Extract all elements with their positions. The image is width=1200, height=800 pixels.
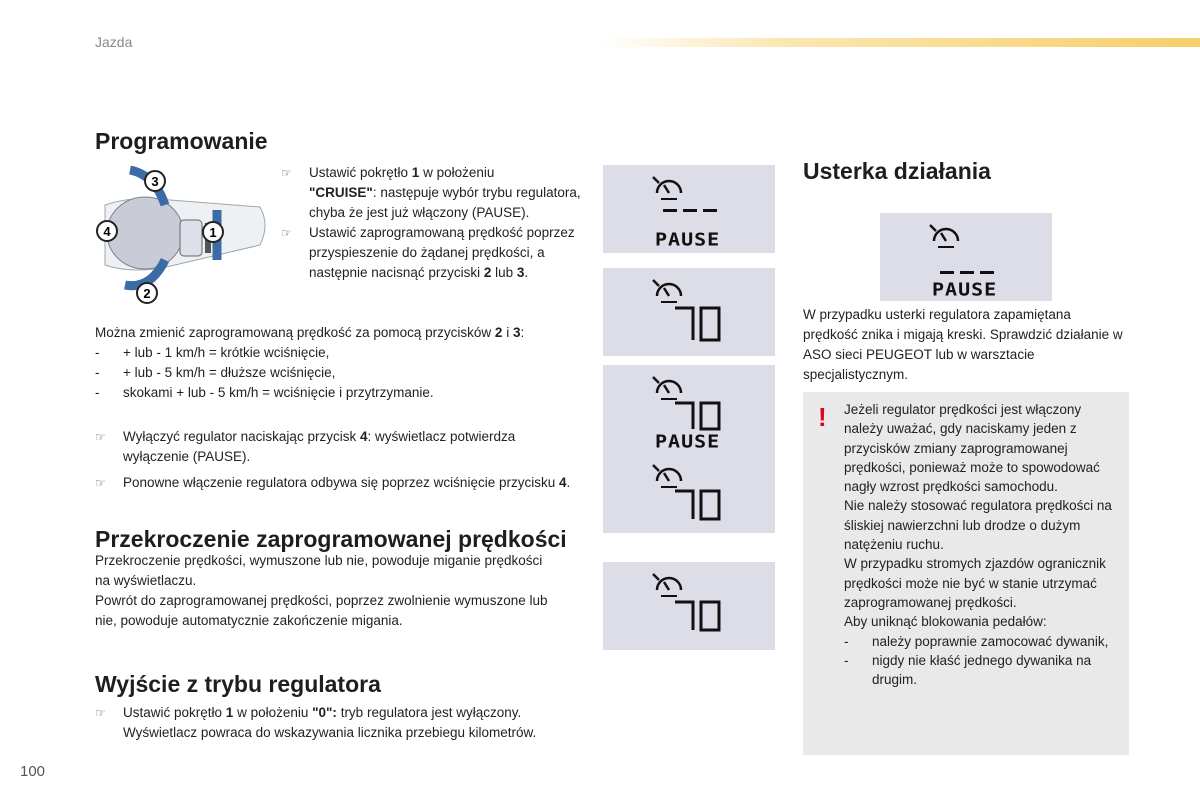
display-speed-restored — [603, 562, 775, 650]
fault-heading: Usterka działania — [803, 158, 991, 184]
display-speed — [603, 268, 775, 356]
programming-off-on: ☞ Wyłączyć regulator naciskając przycisk 4: wyświetlacz potwierdza wyłączenie (PAUSE). ☞ Ponowne włączenie regulatora odbywa się poprzez wciśnięcie przycisku 4. — [95, 427, 585, 493]
programming-change: Można zmienić zaprogramowaną prędkość za pomocą przycisków 2 i 3: - + lub - 1 km/h = krótkie wciśnięcie, - + lub - 5 km/h = dłuższe wciśnięcie, - skokami + lub - 5 km/h = wciśnięcie i przytrzymanie. — [95, 325, 525, 400]
display-pause-label: PAUSE — [655, 228, 721, 250]
pointer-icon: ☞ — [95, 706, 106, 720]
fault-text: W przypadku usterki regulatora zapamiętana prędkość znika i migają kreski. Sprawdzić działanie w ASO sieci PEUGEOT lub w warsztacie specjalistycznym. — [803, 307, 1123, 382]
cruise-speedometer-icon — [928, 223, 962, 251]
display-fault — [880, 213, 1052, 301]
display-pause-label: PAUSE — [932, 278, 998, 300]
overspeed-text: Przekroczenie prędkości, wymuszone lub nie, powoduje miganie prędkości na wyświetlaczu. Powrót do zaprogramowanej prędkości, poprzez zwolnienie wymuszone lub nie, powoduje automatycznie zakończenie migania. — [95, 553, 548, 628]
speed-digits — [673, 600, 723, 632]
display-pause — [603, 165, 775, 253]
page-number: 100 — [20, 763, 46, 780]
list-item: nigdy nie kłaść jednego dywanika na drugim. — [872, 652, 1092, 688]
display-pause-label: PAUSE — [655, 430, 721, 452]
cruise-speedometer-icon — [651, 463, 685, 491]
pointer-icon: ☞ — [95, 476, 106, 490]
programming-steps: ☞ Ustawić pokrętło 1 w położeniu "CRUISE": następuje wybór trybu regulatora, chyba że jest już włączony (PAUSE). ☞ Ustawić zaprogramowaną prędkość poprzez przyspieszenie do żądanej prędkości, a następnie nacisnąć przyciski 2 lub 3. — [281, 165, 581, 280]
warning-box — [803, 392, 1129, 755]
callout-2: 2 — [143, 286, 151, 301]
cruise-control-stalk-illustration — [95, 165, 270, 307]
cruise-speedometer-icon — [651, 572, 685, 600]
callout-3: 3 — [151, 174, 159, 189]
callout-1: 1 — [209, 225, 217, 240]
pointer-icon: ☞ — [281, 166, 292, 180]
exit-heading: Wyjście z trybu regulatora — [95, 671, 381, 697]
warning-mark: ! — [818, 402, 827, 432]
list-item: należy poprawnie zamocować dywanik, — [872, 633, 1109, 649]
programming-heading: Programowanie — [95, 128, 268, 154]
speed-digits — [673, 401, 723, 431]
header-accent-bar — [600, 38, 1200, 47]
list-item: + lub - 5 km/h = dłuższe wciśnięcie, — [123, 365, 336, 380]
pointer-icon: ☞ — [95, 430, 106, 444]
speed-digits — [673, 489, 723, 521]
dash-segments — [663, 209, 717, 215]
overspeed-heading: Przekroczenie zaprogramowanej prędkości — [95, 526, 567, 552]
dash-segments — [940, 271, 994, 277]
callout-4: 4 — [103, 224, 111, 239]
exit-text: ☞ Ustawić pokrętło 1 w położeniu "0": tryb regulatora jest wyłączony. Wyświetlacz powraca do wskazywania licznika przebiegu kilometrów. — [95, 705, 537, 740]
warning-text: Jeżeli regulator prędkości jest włączony należy uważać, gdy naciskamy jeden z przycisków zmiany zaprogramowanej prędkości, ponieważ może to spowodować nagły wzrost prędkości samochodu. Nie należy stosować regulatora prędkości na śliskiej nawierzchni lub drodze o dużym natężeniu ruchu. W przypadku stromych zjazdów ogranicznik prędkości może nie być w stanie utrzymać zaprogramowanej prędkości. Aby uniknąć blokowania pedałów: - należy poprawnie zamocować dywanik, - nigdy nie kłaść jednego dywanika na drugim. — [844, 402, 1112, 688]
pointer-icon: ☞ — [281, 226, 292, 240]
cruise-speedometer-icon — [651, 175, 685, 203]
display-speed-pause — [603, 365, 775, 453]
list-item: + lub - 1 km/h = krótkie wciśnięcie, — [123, 345, 330, 360]
cruise-speedometer-icon — [651, 375, 685, 403]
speed-digits — [673, 306, 723, 342]
list-item: skokami + lub - 5 km/h = wciśnięcie i przytrzymanie. — [123, 385, 434, 400]
header-section-title: Jazda — [95, 34, 133, 50]
cruise-speedometer-icon — [651, 278, 685, 306]
display-speed-blink — [603, 453, 775, 533]
